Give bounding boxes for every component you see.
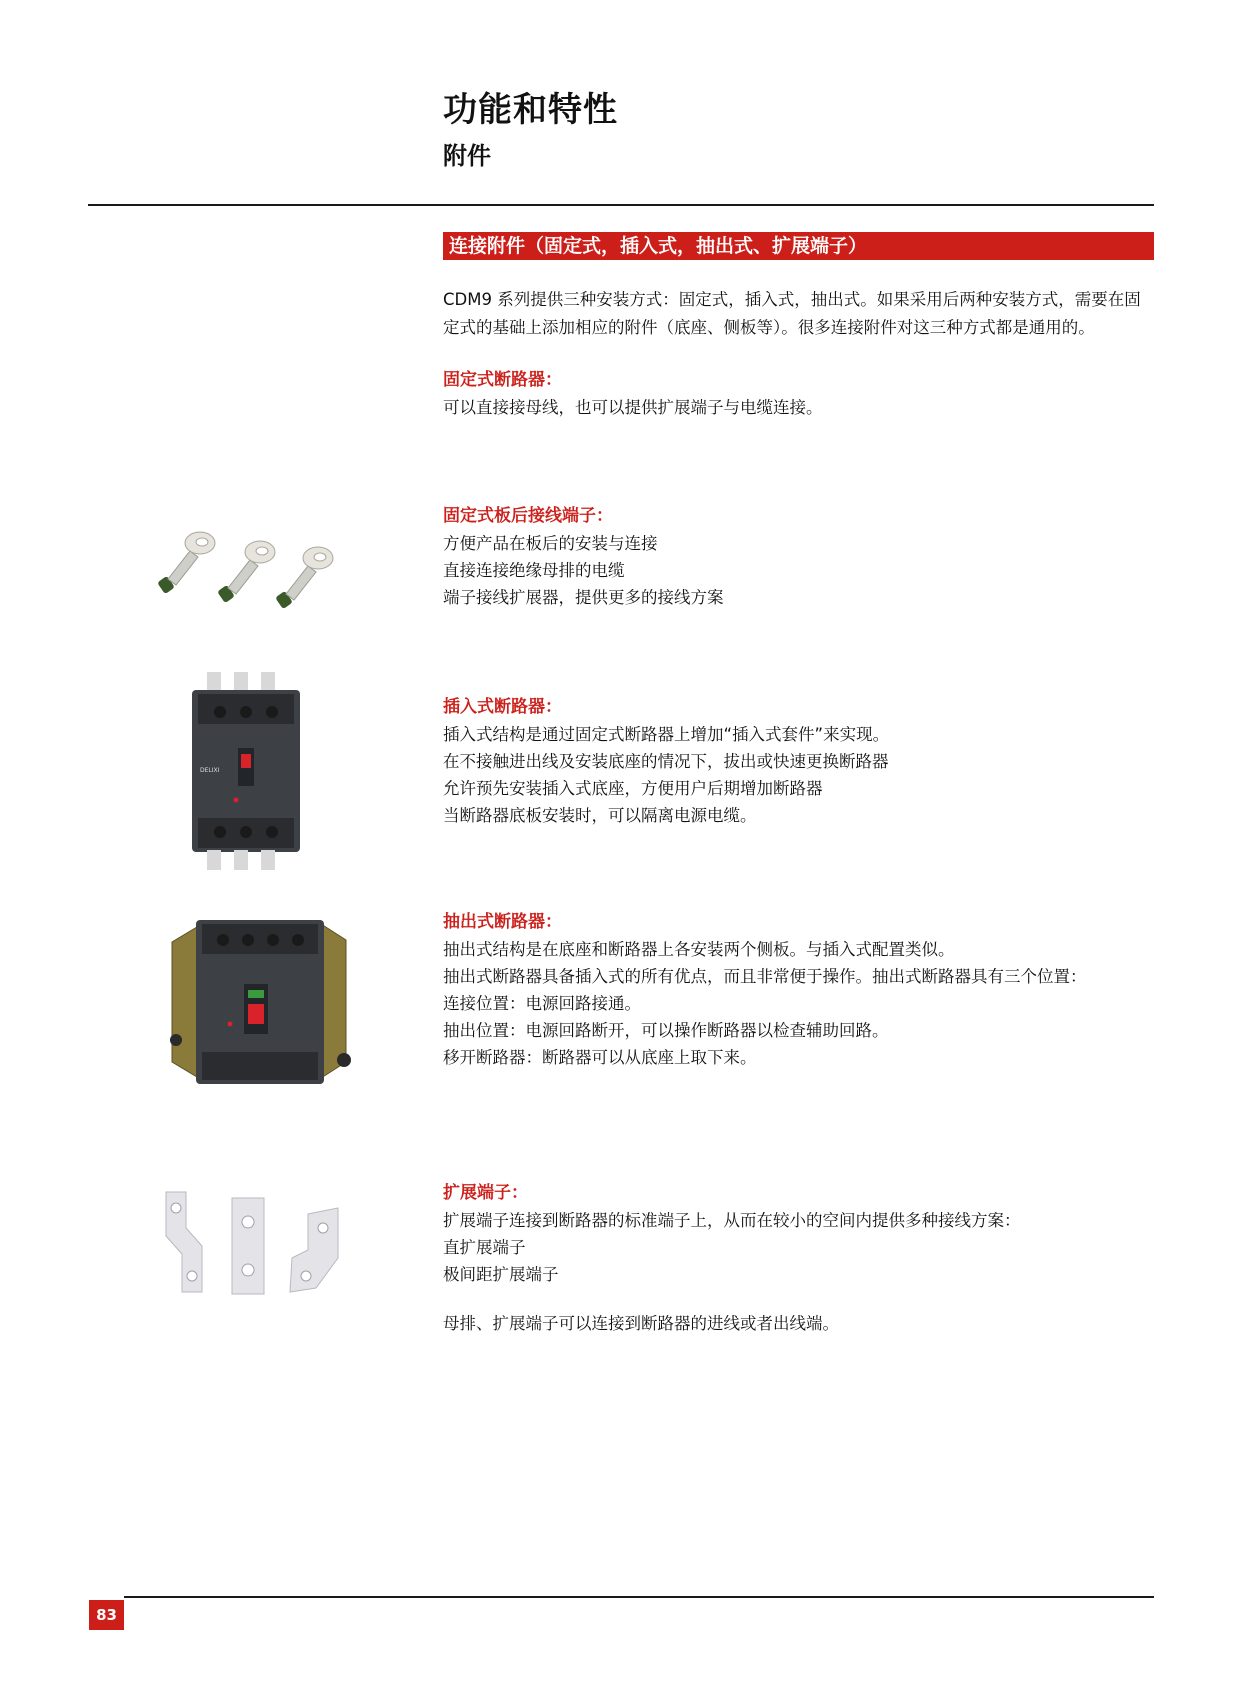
- section-line: 当断路器底板安装时，可以隔离电源电缆。: [443, 806, 757, 825]
- section-line: 抽出式断路器具备插入式的所有优点，而且非常便于操作。抽出式断路器具有三个位置：: [443, 967, 1087, 986]
- header-divider: [88, 204, 1154, 206]
- section-line: 允许预先安装插入式底座，方便用户后期增加断路器: [443, 779, 823, 798]
- section-title: 固定式板后接线端子：: [443, 506, 613, 526]
- footer-divider: [124, 1596, 1154, 1598]
- plugin-breaker-image: [192, 672, 307, 872]
- section-line: 插入式结构是通过固定式断路器上增加“插入式套件”来实现。: [443, 725, 890, 744]
- terminal-lug-3: [275, 547, 333, 609]
- rear-terminal-image: [150, 515, 360, 615]
- breaker-logo: DELIXI: [200, 767, 220, 774]
- section-line: 抽出位置：电源回路断开，可以操作断路器以检查辅助回路。: [443, 1021, 889, 1040]
- section-line: 方便产品在板后的安装与连接: [443, 534, 658, 553]
- section-title: 插入式断路器：: [443, 697, 562, 717]
- straight-extension-terminal: [232, 1198, 264, 1294]
- section-line: 直扩展端子: [443, 1238, 526, 1257]
- intro-paragraph: [443, 286, 1155, 342]
- page-subtitle: 附件: [443, 142, 491, 170]
- page-number: 83: [89, 1600, 124, 1630]
- section-line: 端子接线扩展器，提供更多的接线方案: [443, 588, 724, 607]
- section-plugin-breaker: [443, 694, 1155, 829]
- section-line: 直接连接绝缘母排的电缆: [443, 561, 625, 580]
- section-line: 扩展端子连接到断路器的标准端子上，从而在较小的空间内提供多种接线方案：: [443, 1211, 1021, 1230]
- section-line: 极间距扩展端子: [443, 1265, 559, 1284]
- section-line: 可以直接接母线，也可以提供扩展端子与电缆连接。: [443, 398, 823, 417]
- section-title: 抽出式断路器：: [443, 912, 562, 932]
- section-line: 连接位置：电源回路接通。: [443, 994, 641, 1013]
- page-title: 功能和特性: [443, 90, 618, 130]
- section-rear-terminals: [443, 503, 1155, 611]
- section-banner: 连接附件（固定式，插入式，抽出式、扩展端子）: [443, 232, 1154, 260]
- section-title: 扩展端子：: [443, 1183, 528, 1203]
- section-extension-terminals: [443, 1180, 1155, 1337]
- extension-terminal-image: [160, 1188, 360, 1298]
- offset-extension-terminal: [166, 1192, 202, 1292]
- pitch-extension-terminal: [290, 1208, 338, 1292]
- section-line: 移开断路器：断路器可以从底座上取下来。: [443, 1048, 757, 1067]
- section-line: 在不接触进出线及安装底座的情况下，拔出或快速更换断路器: [443, 752, 889, 771]
- terminal-lug-1: [157, 532, 215, 594]
- intro-line: 定式的基础上添加相应的附件（底座、侧板等）。很多连接附件对这三种方式都是通用的。: [443, 318, 1095, 337]
- footnote: 母排、扩展端子可以连接到断路器的进线或者出线端。: [443, 1314, 839, 1333]
- terminal-lug-2: [217, 541, 275, 603]
- section-title: 固定式断路器：: [443, 370, 562, 390]
- drawout-breaker-image: [168, 912, 353, 1087]
- intro-line: CDM9 系列提供三种安装方式：固定式，插入式，抽出式。如果采用后两种安装方式，需要在固: [443, 290, 1141, 309]
- section-fixed-breaker: [443, 367, 1155, 421]
- section-drawout-breaker: [443, 909, 1155, 1071]
- section-line: 抽出式结构是在底座和断路器上各安装两个侧板。与插入式配置类似。: [443, 940, 955, 959]
